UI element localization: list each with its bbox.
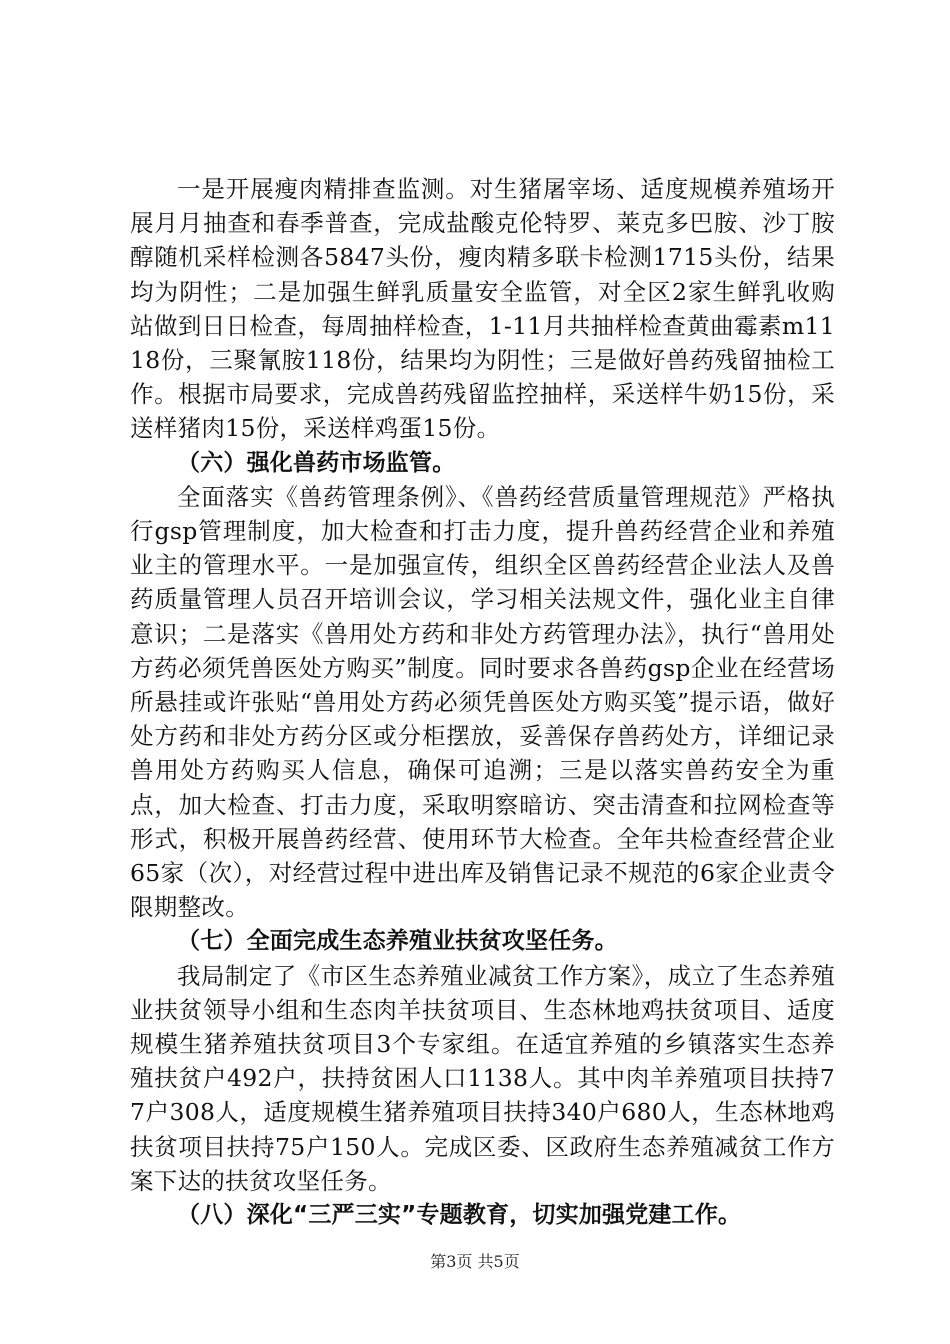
paragraph-monitoring: 一是开展瘦肉精排查监测。对生猪屠宰场、适度规模养殖场开展月月抽查和春季普查，完成盐酸克伦特罗、莱克多巴胺、沙丁胺醇随机采样检测各5847头份，瘦肉精多联卡检测1715头份，结果均为阴性；二是加强生鲜乳质量安全监管，对全区2家生鲜乳收购站做到日日检查，每周抽样检查，1-11月共抽样检查黄曲霉素m1118份，三聚氰胺118份，结果均为阴性；三是做好兽药残留抽检工作。根据市局要求，完成兽药残留监控抽样，采送样牛奶15份，采送样猪肉15份，采送样鸡蛋15份。 [130, 175, 835, 443]
paragraph-vet-drug-supervision: 全面落实《兽药管理条例》、《兽药经营质量管理规范》严格执行gsp管理制度，加大检查和打击力度，提升兽药经营企业和养殖业主的管理水平。一是加强宣传，组织全区兽药经营企业法人及兽药质量管理人员召开培训会议，学习相关法规文件，强化业主自律意识；二是落实《兽用处方药和非处方药管理办法》，执行“兽用处方药必须凭兽医处方购买”制度。同时要求各兽药gsp企业在经营场所悬挂或许张贴“兽用处方药必须凭兽医处方购买笺”提示语，做好处方药和非处方药分区或分柜摆放，妥善保存兽药处方，详细记录兽用处方药购买人信息，确保可追溯；三是以落实兽药安全为重点，加大检查、打击力度，采取明察暗访、突击清查和拉网检查等形式，积极开展兽药经营、使用环节大检查。全年共检查经营企业65家（次），对经营过程中进出库及销售记录不规范的6家企业责令限期整改。 [130, 482, 835, 922]
section-heading-7: （七）全面完成生态养殖业扶贫攻坚任务。 [177, 928, 618, 955]
page-footer: 第3页 共5页 [430, 1252, 520, 1271]
document-body [130, 172, 835, 1232]
section-heading-8: （八）深化“三严三实”专题教育，切实加强党建工作。 [177, 1202, 742, 1229]
paragraph-poverty-alleviation: 我局制定了《市区生态养殖业减贫工作方案》，成立了生态养殖业扶贫领导小组和生态肉羊扶贫项目、生态林地鸡扶贫项目、适度规模生猪养殖扶贫项目3个专家组。在适宜养殖的乡镇落实生态养殖扶贫户492户，扶持贫困人口1138人。其中肉羊养殖项目扶持77户308人，适度规模生猪养殖项目扶持340户680人，生态林地鸡扶贫项目扶持75户150人。完成区委、区政府生态养殖减贫工作方案下达的扶贫攻坚任务。 [130, 961, 835, 1195]
section-heading-6: （六）强化兽药市场监管。 [177, 449, 456, 476]
